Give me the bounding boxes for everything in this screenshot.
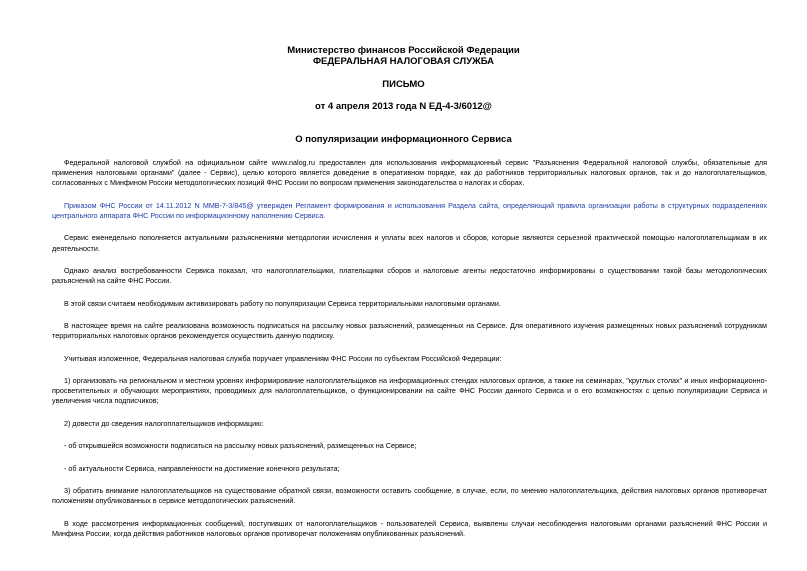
document-body: [52, 158, 767, 551]
paragraph: 3) обратить внимание налогоплательщиков на существование обратной связи, возможности оставить сообщение, в случае, если, по мнению налогоплательщика, действия налоговых органов противоречат положениям опубликованных в сервисе методологических разъяснений.: [52, 485, 767, 506]
paragraph: - об открывшейся возможности подписаться на рассылку новых разъяснений, размещенных на Сервисе;: [64, 441, 417, 451]
paragraph: Учитывая изложенное, Федеральная налоговая служба поручает управлениям ФНС России по субъектам Российской Федерации:: [64, 353, 502, 363]
paragraph: 1) организовать на региональном и местном уровнях информирование налогоплательщиков на информационных стендах налоговых органов, а также на семинарах, "круглых столах" и иных информационно-просветительных и обучающих мероприятиях, проводимых для налогоплательщиков, о функционировании на сайте ФНС России данного Сервиса и о его возможностях с целью популяризации Сервиса и увеличения числа подписчиков;: [52, 375, 767, 406]
paragraph: - об актуальности Сервиса, направленности на достижение конечного результата;: [64, 463, 340, 473]
document-subject: О популяризации информационного Сервиса: [295, 134, 512, 145]
document-header: [0, 45, 807, 67]
paragraph: В ходе рассмотрения информационных сообщений, поступивших от налогоплательщиков - пользователей Сервиса, выявлены случаи несоблюдения налоговыми органами разъяснений ФНС России и Минфина России, когда действия работников налоговых органов противоречат положениям опубликованных разъяснений.: [52, 518, 767, 538]
paragraph: В этой связи считаем необходимым активизировать работу по популяризации Сервиса территориальными налоговыми органами.: [64, 298, 501, 308]
paragraph: Сервис еженедельно пополняется актуальными разъяснениями методологии исчисления и уплаты всех налогов и сборов, которые являются серьезной практической помощью налогоплательщикам в их деятельности.: [52, 233, 767, 253]
paragraph-link[interactable]: Приказом ФНС России от 14.11.2012 N ММВ-7-3/845@ утвержден Регламент формирования и использования Раздела сайта, определяющий правила организации работы в структурных подразделениях центрального аппарата ФНС России по информационному наполнению Сервиса.: [52, 200, 767, 220]
paragraph: Федеральной налоговой службой на официальном сайте www.nalog.ru предоставлен для использования информационный сервис "Разъяснения Федеральной налоговой службы, обязательные для применения налоговыми органами" (далее - Сервис), целью которого является доведение в оперативном порядке, как до работников территориальных налоговых органов, так и до налогоплательщиков, согласованных с Минфином России методологических позиций ФНС России по вопросам применения законодательства о налогах и сборах.: [52, 158, 767, 188]
ministry-name: Министерство финансов Российской Федерации: [287, 45, 520, 56]
paragraph: Однако анализ востребованности Сервиса показал, что налогоплательщики, плательщики сборов и налоговые агенты недостаточно информированы о существовании такой базы методологических разъяснений на сайте ФНС России.: [52, 265, 767, 286]
paragraph: 2) довести до сведения налогоплательщиков информацию:: [64, 418, 264, 428]
paragraph: В настоящее время на сайте реализована возможность подписаться на рассылку новых разъяснений, размещенных на Сервисе. Для оперативного изучения размещенных новых разъяснений сотрудникам территориальных налоговых органов рекомендуется осуществить данную подписку.: [52, 320, 767, 341]
service-name: ФЕДЕРАЛЬНАЯ НАЛОГОВАЯ СЛУЖБА: [312, 56, 495, 67]
document-date-number: от 4 апреля 2013 года N ЕД-4-3/6012@: [315, 101, 492, 112]
document-type: ПИСЬМО: [382, 79, 425, 90]
